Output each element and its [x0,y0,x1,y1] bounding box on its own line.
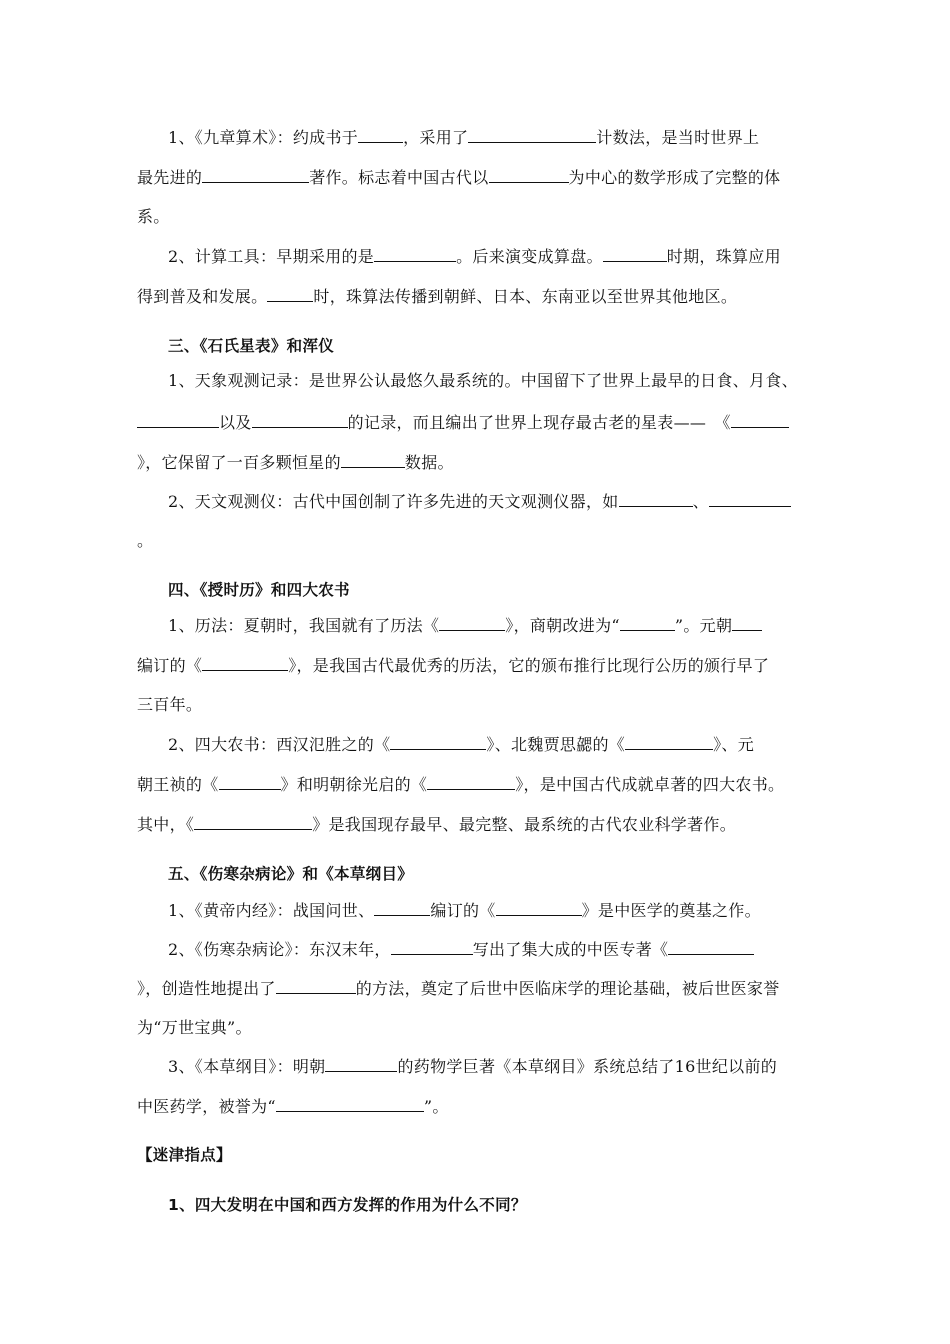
paragraph-calendar-line2 [137,653,817,678]
fill-blank[interactable] [439,613,505,631]
fill-blank[interactable] [731,410,789,428]
tips-question-1: 1、四大发明在中国和西方发挥的作用为什么不同？ [168,1196,527,1214]
text: 编订的《 [430,901,496,920]
fill-blank[interactable] [709,489,791,507]
text: 为“万世宝典”。 [137,1018,252,1037]
tips-heading: 【迷津指点】 [137,1146,232,1164]
text: 2、天文观测仪：古代中国创制了许多先进的天文观测仪器，如 [168,492,619,511]
text: ，采用了 [403,128,469,147]
fill-blank[interactable] [619,489,693,507]
paragraph-huangdi-line1 [168,898,848,923]
fill-blank[interactable] [276,1094,424,1112]
paragraph-shanghan-line1 [168,937,848,962]
section-heading-4: 四、《授时历》和四大农书 [168,581,350,599]
paragraph-tools-line2 [137,284,817,309]
text: 以及 [219,413,252,432]
text: 》和明朝徐光启的《 [280,775,428,794]
fill-blank[interactable] [194,812,312,830]
section-heading-3: 三、《石氏星表》和浑仪 [168,337,335,355]
paragraph-astro-line1 [168,369,848,393]
text: 1、历法：夏朝时，我国就有了历法《 [168,616,440,635]
fill-blank[interactable] [267,284,313,302]
text: 写出了集大成的中医专著《 [472,940,669,959]
text: ”。 [423,1097,449,1116]
fill-blank[interactable] [489,165,569,183]
text: 得到普及和发展。 [137,287,268,306]
paragraph-shanghan-line2 [137,976,817,1001]
paragraph-astro-line2 [137,410,817,435]
fill-blank[interactable] [202,653,288,671]
text: 》、元 [713,735,754,754]
fill-blank[interactable] [137,410,219,428]
text: 的药物学巨著《本草纲目》系统总结了16世纪以前的 [397,1057,778,1076]
text: 》，商朝改进为“ [505,616,620,635]
paragraph-tools-line1 [168,244,848,269]
text: 编订的《 [137,656,203,675]
fill-blank[interactable] [202,165,309,183]
fill-blank[interactable] [358,125,403,143]
text: 中医药学，被誉为“ [137,1097,276,1116]
fill-blank[interactable] [276,976,356,994]
text: 》、北魏贾思勰的《 [486,735,626,754]
text: 2、四大农书：西汉氾胜之的《 [168,735,391,754]
fill-blank[interactable] [374,898,430,916]
text: 最先进的 [137,168,203,187]
paragraph-agri-line2 [137,772,817,797]
fill-blank[interactable] [252,410,348,428]
text: 、 [692,492,709,511]
text: 1、《九章算术》：约成书于 [168,128,359,147]
text: 为中心的数学形成了完整的体 [568,168,781,187]
paragraph-bencao-line1 [168,1054,848,1079]
paragraph-jiuzhang-line2 [137,165,817,190]
paragraph-agri-line1 [168,732,848,757]
text: ”。元朝 [674,616,733,635]
text: 3、《本草纲目》：明朝 [168,1057,326,1076]
text: 》，它保留了一百多颗恒星的 [137,453,341,472]
paragraph-bencao-line2 [137,1094,817,1119]
text: 时，珠算法传播到朝鲜、日本、东南亚以至世界其他地区。 [313,287,738,306]
text: 三百年。 [137,695,203,714]
fill-blank[interactable] [496,898,582,916]
text: 》，是中国古代成就卓著的四大农书。 [515,775,785,794]
text: 时期，珠算应用 [666,247,781,266]
fill-blank[interactable] [390,732,486,750]
text: 数据。 [404,453,454,472]
text: 的方法，奠定了后世中医临床学的理论基础，被后世医家誉 [355,979,780,998]
fill-blank[interactable] [468,125,596,143]
text: 。后来演变成算盘。 [456,247,603,266]
text: 的记录，而且编出了世界上现存最古老的星表—— 《 [347,413,731,432]
paragraph-calendar-line1 [168,613,848,638]
text: 2、《伤寒杂病论》：东汉末年， [168,940,391,959]
fill-blank[interactable] [427,772,515,790]
text: 》，创造性地提出了 [137,979,276,998]
text: 》是我国现存最早、最完整、最系统的古代农业科学著作。 [312,815,737,834]
fill-blank[interactable] [391,937,473,955]
fill-blank[interactable] [219,772,281,790]
section-heading-5: 五、《伤寒杂病论》和《本草纲目》 [168,865,414,883]
fill-blank[interactable] [603,244,667,262]
fill-blank[interactable] [374,244,456,262]
text: 其中，《 [137,815,195,834]
fill-blank[interactable] [325,1054,397,1072]
text: 朝王祯的《 [137,775,219,794]
text: 2、计算工具：早期采用的是 [168,247,375,266]
fill-blank[interactable] [625,732,713,750]
paragraph-shanghan-line3 [137,1016,817,1040]
paragraph-agri-line3 [137,812,817,837]
fill-blank[interactable] [732,613,762,631]
paragraph-instrument-line1 [168,489,848,514]
text: 系。 [137,207,170,226]
text: 1、天象观测记录：是世界公认最悠久最系统的。中国留下了世界上最早的日食、月食、 [168,371,798,390]
paragraph-instrument-line2 [137,529,817,553]
text: 1、《黄帝内经》：战国问世、 [168,901,375,920]
text: 计数法，是当时世界上 [596,128,760,147]
text: 》是中医学的奠基之作。 [581,901,761,920]
fill-blank[interactable] [620,613,675,631]
paragraph-jiuzhang-line1 [168,125,848,150]
text: 著作。标志着中国古代以 [309,168,489,187]
text: 。 [137,531,154,550]
fill-blank[interactable] [341,450,405,468]
fill-blank[interactable] [668,937,754,955]
paragraph-calendar-line3 [137,693,817,717]
paragraph-jiuzhang-line3 [137,205,817,229]
text: 》，是我国古代最优秀的历法，它的颁布推行比现行公历的颁行早了 [288,656,770,675]
paragraph-astro-line3 [137,450,817,475]
